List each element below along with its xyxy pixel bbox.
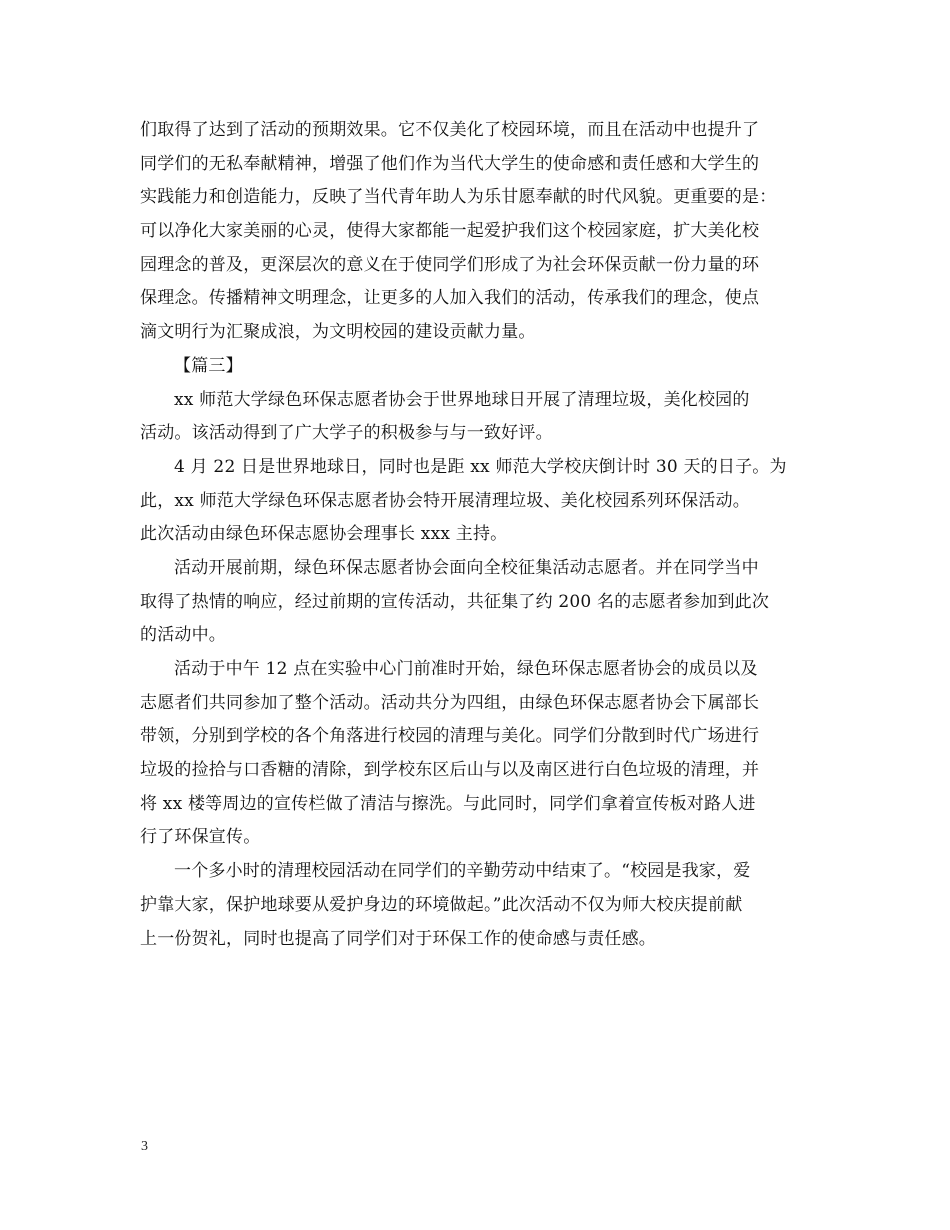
- paragraph-6: [140, 855, 812, 956]
- text-line: 可以净化大家美丽的心灵，使得大家都能一起爱护我们这个校园家庭，扩大美化校: [140, 221, 760, 242]
- section-heading: 【篇三】: [174, 355, 243, 376]
- text-line: 实践能力和创造能力，反映了当代青年助人为乐甘愿奉献的时代风貌。更重要的是：: [140, 187, 777, 208]
- paragraph-3: [140, 451, 812, 552]
- paragraph-2: [140, 384, 812, 451]
- text-line: 园理念的普及，更深层次的意义在于使同学们形成了为社会环保贡献一份力量的环: [140, 254, 760, 275]
- document-body: [140, 114, 812, 956]
- text-line: 同学们的无私奉献精神，增强了他们作为当代大学生的使命感和责任感和大学生的: [140, 153, 760, 174]
- paragraph-1: [140, 114, 812, 350]
- text-line: 将 xx 楼等周边的宣传栏做了清洁与擦洗。与此同时，同学们拿着宣传板对路人进: [140, 793, 756, 814]
- page-number: 3: [141, 1139, 148, 1154]
- text-line: 活动。该活动得到了广大学子的积极参与与一致好评。: [140, 423, 553, 444]
- text-line: 的活动中。: [140, 625, 226, 646]
- text-line: 4 月 22 日是世界地球日，同时也是距 xx 师范大学校庆倒计时 30 天的日子。为: [174, 456, 787, 477]
- text-line: 志愿者们共同参加了整个活动。活动共分为四组，由绿色环保志愿者协会下属部长: [140, 692, 760, 713]
- text-line: 行了环保宣传。: [140, 827, 261, 848]
- text-line: 一个多小时的清理校园活动在同学们的辛勤劳动中结束了。“校园是我家，爱: [174, 861, 751, 882]
- text-line: 此次活动由绿色环保志愿协会理事长 xxx 主持。: [140, 524, 508, 545]
- text-line: 活动于中午 12 点在实验中心门前准时开始，绿色环保志愿者协会的成员以及: [174, 659, 758, 679]
- text-line: 上一份贺礼，同时也提高了同学们对于环保工作的使命感与责任感。: [140, 928, 656, 949]
- text-line: 取得了热情的响应，经过前期的宣传活动，共征集了约 200 名的志愿者参加到此次: [140, 591, 770, 612]
- text-line: 保理念。传播精神文明理念，让更多的人加入我们的活动，传承我们的理念，使点: [140, 288, 760, 309]
- text-line: 活动开展前期，绿色环保志愿者协会面向全校征集活动志愿者。并在同学当中: [174, 557, 759, 578]
- text-line: 带领，分别到学校的各个角落进行校园的清理与美化。同学们分散到时代广场进行: [140, 726, 760, 747]
- text-line: 垃圾的捡拾与口香糖的清除，到学校东区后山与以及南区进行白色垃圾的清理，并: [140, 760, 760, 781]
- text-line: 此，xx 师范大学绿色环保志愿者协会特开展清理垃圾、美化校园系列环保活动。: [140, 490, 750, 511]
- text-line: 护靠大家，保护地球要从爱护身边的环境做起。”此次活动不仅为师大校庆提前献: [140, 894, 743, 915]
- paragraph-4: [140, 552, 812, 653]
- paragraph-5: [140, 653, 812, 855]
- text-line: 滴文明行为汇聚成浪，为文明校园的建设贡献力量。: [140, 322, 536, 343]
- text-line: xx 师范大学绿色环保志愿者协会于世界地球日开展了清理垃圾，美化校园的: [174, 389, 750, 410]
- text-line: 们取得了达到了活动的预期效果。它不仅美化了校园环境，而且在活动中也提升了: [140, 120, 760, 140]
